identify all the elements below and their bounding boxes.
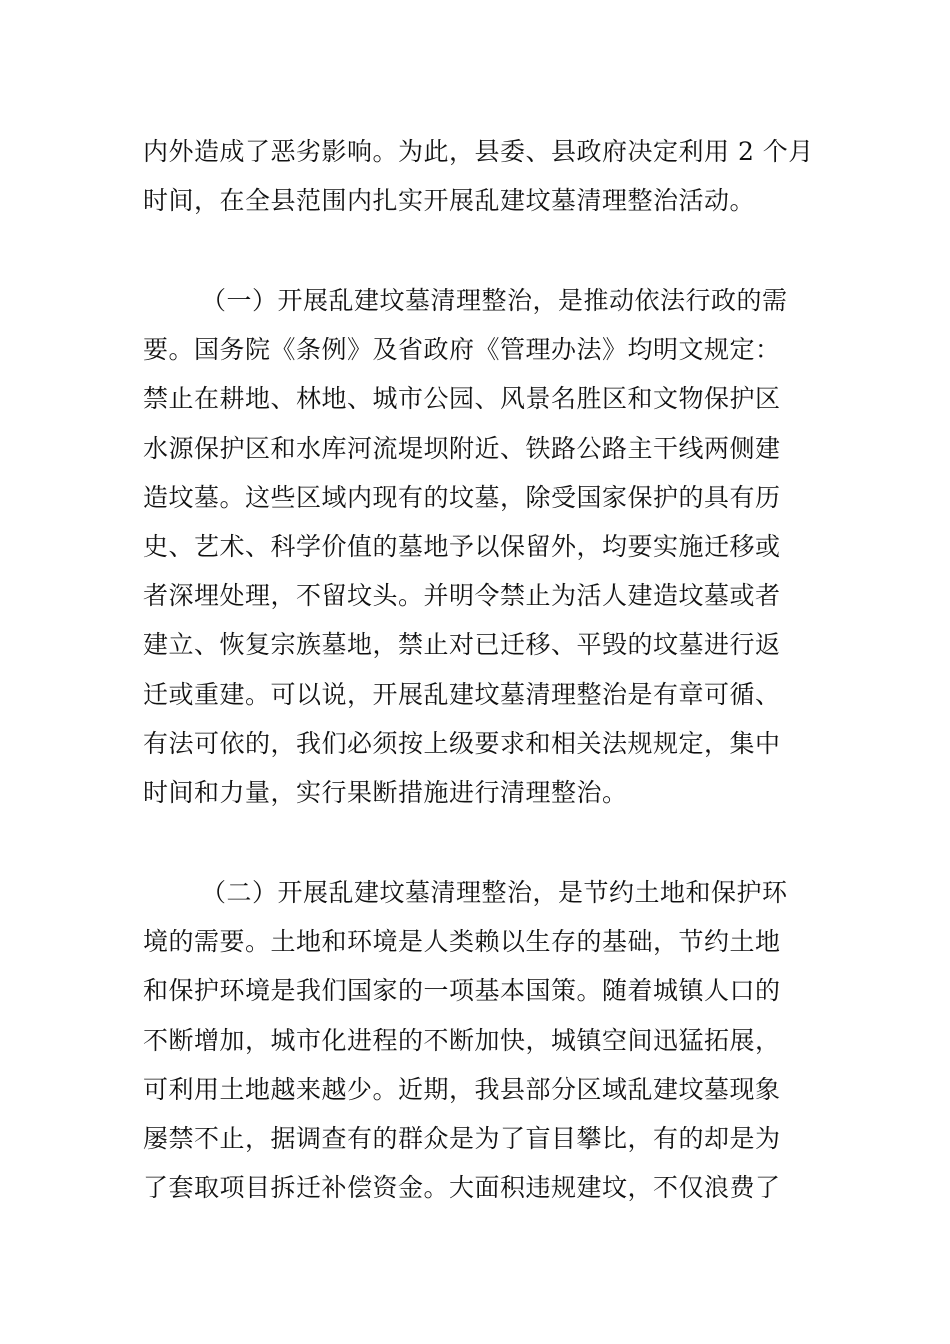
text-line: 内外造成了恶劣影响。为此，县委、县政府决定利用 2 个月 [143,137,814,166]
text-line: 者深埋处理，不留坟头。并明令禁止为活人建造坟墓或者 [143,581,781,611]
text-line: 不断增加，城市化进程的不断加快，城镇空间迅猛拓展， [143,1025,781,1055]
text-line: 水源保护区和水库河流堤坝附近、铁路公路主干线两侧建 [143,433,781,463]
text-line: 时间和力量，实行果断措施进行清理整治。 [143,777,628,807]
text-line: 时间，在全县范围内扎实开展乱建坟墓清理整治活动。 [143,186,756,216]
text-line: 要。国务院《条例》及省政府《管理办法》均明文规定： [143,335,781,365]
paragraph-continuation [143,127,814,225]
text-line: 可利用土地越来越少。近期，我县部分区域乱建坟墓现象 [143,1074,781,1104]
text-line: 境的需要。土地和环境是人类赖以生存的基础，节约土地 [143,927,781,957]
text-line: 史、艺术、科学价值的墓地予以保留外，均要实施迁移或 [143,531,781,561]
paragraph-section-one [143,276,810,817]
text-line: 了套取项目拆迁补偿资金。大面积违规建坟，不仅浪费了 [143,1173,781,1203]
text-line: 有法可依的，我们必须按上级要求和相关法规规定，集中 [143,728,781,758]
text-line: 屡禁不止，据调查有的群众是为了盲目攀比，有的却是为 [143,1123,781,1153]
text-line: 和保护环境是我们国家的一项基本国策。随着城镇人口的 [143,976,781,1006]
text-line: 造坟墓。这些区域内现有的坟墓，除受国家保护的具有历 [143,482,781,512]
text-line: （一）开展乱建坟墓清理整治，是推动依法行政的需 [201,286,788,315]
text-line: 禁止在耕地、林地、城市公园、风景名胜区和文物保护区 [143,384,781,414]
text-line: 建立、恢复宗族墓地，禁止对已迁移、平毁的坟墓进行返 [143,630,781,660]
text-line: 迁或重建。可以说，开展乱建坟墓清理整治是有章可循、 [143,679,781,709]
text-line: （二）开展乱建坟墓清理整治，是节约土地和保护环 [201,878,788,907]
paragraph-section-two [143,868,810,1212]
